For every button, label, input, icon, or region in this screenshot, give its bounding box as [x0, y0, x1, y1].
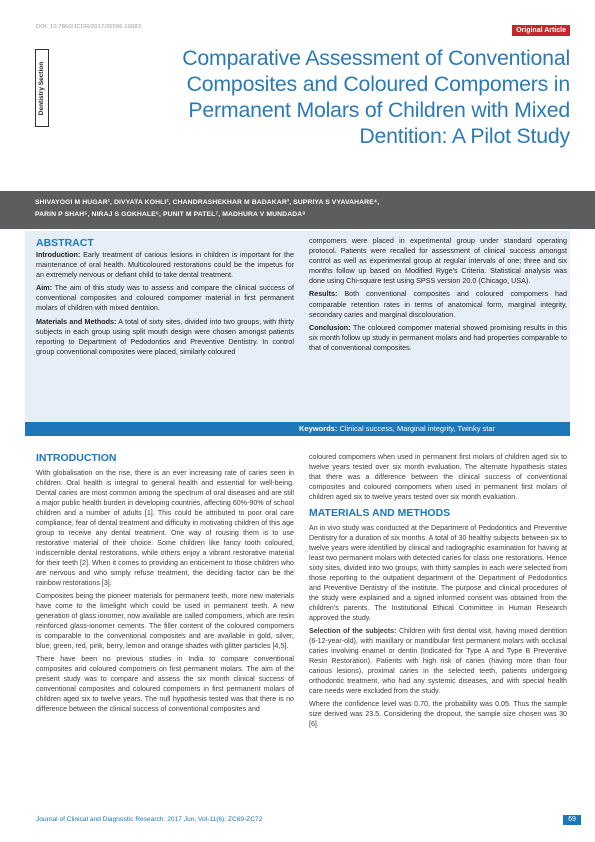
- abstract-results-text: Both conventional composites and coloured compomers had comparable retention rates in terms of anatomical form, marginal integrity, secondary caries and marginal discolouration.: [309, 289, 567, 319]
- abstract-aim-label: Aim:: [36, 283, 52, 293]
- author-list: [35, 197, 565, 221]
- methods-selection: [309, 626, 567, 696]
- keywords-text: Clinical success, Marginal integrity, Twinky star: [339, 424, 496, 433]
- methods-heading: MATERIALS AND METHODS: [309, 507, 451, 519]
- abstract-conclusion-label: Conclusion:: [309, 322, 351, 332]
- abstract-right-column: [309, 236, 567, 356]
- abstract-conclusion-text: The coloured compomer material showed promising results in this six month follow up study in permanent molars and had properties comparable to that of conventional composites.: [309, 322, 567, 352]
- abstract-intro-label: Introduction:: [36, 250, 81, 259]
- author-line: SHIVAYOGI M HUGAR¹, DIVYATA KOHLI², CHANDRASHEKHAR M BADAKAR³, SUPRIYA S VYAVAHARE⁴,: [35, 199, 380, 206]
- section-tag: [35, 49, 49, 127]
- section-tag-label: Dentistry Section: [38, 61, 46, 115]
- author-line: PARIN P SHAH⁵, NIRAJ S GOKHALE⁶, PUNIT M PATEL⁷, MADHURA V MUNDADA⁸: [35, 211, 306, 218]
- abstract-introduction: [36, 250, 294, 280]
- abstract-methods: [36, 317, 294, 357]
- article-title: Comparative Assessment of Conventional Composites and Coloured Compomers in Permanent Molars of Children with Mixed Dentition: A Pilot Study: [182, 46, 570, 148]
- abstract-methods-label: Materials and Methods:: [36, 316, 117, 326]
- methods-paragraph: An in vivo study was conducted at the Department of Pedodontics and Preventive Dentistry for a duration of six months. A total of 30 healthy subjects between six to twelve years were identified by clinical and radiographic examination for having at least two permanent molars with detected caries for class one restorations. Hence sixty sites, divided into two groups, with thirty samples in each were selected from those reporting to the outpatient department of the Department of Pedodontics and Preventive Dentistry of the institute. The purpose and clinical procedures of the study were explained and a signed informed consent was obtained from the children's parents. The Institutional Ethical Committee in Human Research approved the study.: [309, 524, 567, 622]
- introduction-paragraph: There have been no previous studies in India to compare conventional composites and coloured compomers on first permanent molars. The aim of the present study was to compare and assess the six month clinical success of conventional composites and coloured compomers in first permanent molars of children aged six to twelve years. The null hypothesis tested was that there is no difference between the clinical success of conventional composites and: [36, 655, 294, 713]
- abstract-heading: ABSTRACT: [36, 237, 94, 249]
- abstract-conclusion: [309, 323, 567, 353]
- keywords-label: Keywords:: [299, 424, 338, 433]
- body-left-column: [36, 452, 294, 717]
- methods-selection-label: Selection of the subjects:: [309, 627, 397, 635]
- introduction-heading: INTRODUCTION: [36, 452, 117, 464]
- abstract-results-label: Results:: [309, 289, 338, 299]
- doi-text: DOI: 10.7860/JCDR/2017/25596.10083: [36, 24, 141, 30]
- article-type-badge: Original Article: [512, 25, 570, 36]
- abstract-results: [309, 289, 567, 319]
- introduction-paragraph: Composites being the pioneer materials for permanent teeth, more new materials have come to the limelight which could be used in permanent teeth. A new generation of glass ionomer, now available are called compomers, which are resin reinforced glass-ionomer cements. The filler content of the coloured compomers is comparable to the conventional composites and are available in gold, silver, blue, green, red, pink, berry, lemon and orange shades with glitter particles [4,5].: [36, 592, 294, 650]
- abstract-methods-continued: compomers were placed in experimental group under standard operating protocol. Patients were recalled for assessment of clinical success amongst control as well as experimental group at regular intervals of one; three and six months follow up based on Modified Ryge's Criteria. Statistical analysis was done using Chi-square test using SPSS version 20.0 (Chicago, USA).: [309, 236, 567, 286]
- abstract-left-column: [36, 250, 294, 360]
- methods-selection-text: Children with first dental visit, having mixed dentition (6-12-year-old), with maxillary or mandibular first permanent molars with occlusal caries involving enamel or dentin (Indicated for Type A and Type B Preventive Resin Restoration). Patients with high risk of caries (having more than four carious lesions), proximal caries in the selected teeth, patients undergoing orthodontic treatment, who had any systemic diseases, and with special health care needs were excluded from the study.: [309, 627, 567, 695]
- page-number: 69: [563, 815, 581, 825]
- body-right-column: [309, 452, 567, 732]
- introduction-paragraph-continued: coloured compomers when used in permanent first molars of children aged six to twelve years tested over six month evaluation. The alternate hypothesis states that there was a difference between the clinical success of conventional composites and coloured compomers when used in permanent first molars of children aged six to twelve years tested over six month evaluation.: [309, 453, 567, 501]
- abstract-aim-text: The aim of this study was to assess and compare the clinical success of conventional composites and coloured compomer material in first permanent molars of children with mixed dentition.: [36, 283, 294, 313]
- abstract-intro-text: Early treatment of carious lesions in children is important for the maintenance of oral health. Multicoloured restorations could be the impetus for an extremely nervous or defiant child to take dental treatment.: [36, 250, 294, 280]
- introduction-paragraph: With globalisation on the rise, there is an ever increasing rate of caries seen in children. Oral health is integral to general health and essential for well-being. Dental caries are most common among the spectrum of oral diseases and are still a major public health burden in developing countries, affecting 60%-90% of school children and a number of adults [1]. This could be attributed to poor oral care compliance, fear of dental treatment and difficulty in motivating children of this age group to receive any dental treatment. One way of rousing them is to use restorative material of their choice. Some children like fancy tooth coloured, indiscernible dental restorations, while others enjoy a vibrant restorative material for their teeth [2]. When it comes to providing an enticement to those children who are nervous and who simply refuse treatment, the deciding factor can be the rainbow restorations [3].: [36, 469, 294, 587]
- footer-citation: Journal of Clinical and Diagnostic Research. 2017 Jun, Vol-11(6): ZC69-ZC72: [36, 816, 263, 823]
- abstract-methods-text: A total of sixty sites, divided into two groups, with thirty subjects in each group using split mouth design were chosen amongst patients reporting to Department of Pedodontics and Preventive Dentistry. In control group conventional composites were placed, similarly coloured: [36, 316, 294, 356]
- methods-paragraph: Where the confidence level was 0.70, the probability was 0.05. Thus the sample size derived was 23.5. Considering the dropout, the sample size chosen was 30 [6].: [309, 700, 567, 728]
- keywords: [299, 424, 495, 434]
- abstract-aim: [36, 283, 294, 313]
